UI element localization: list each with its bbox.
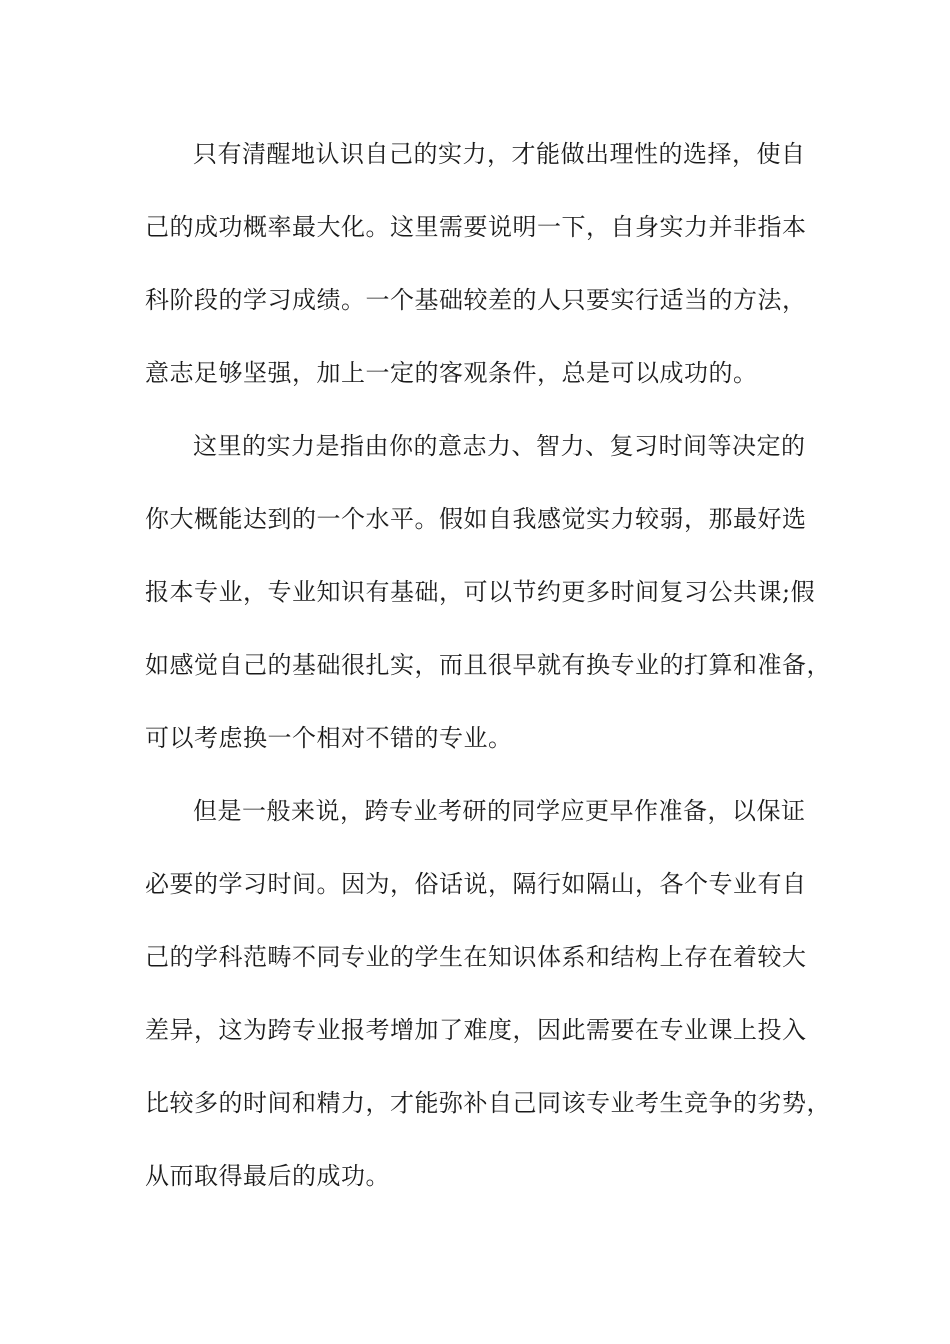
text-line: 己的成功概率最大化。这里需要说明一下，自身实力并非指本 — [145, 213, 807, 241]
text-line: 比较多的时间和精力，才能弥补自己同该专业考生竞争的劣势， — [145, 1089, 831, 1117]
text-line: 己的学科范畴不同专业的学生在知识体系和结构上存在着较大 — [145, 943, 807, 971]
paragraph-1 — [145, 118, 835, 410]
document-body — [145, 118, 835, 1213]
text-line: 这里的实力是指由你的意志力、智力、复习时间等决定的 — [193, 432, 806, 460]
text-line: 从而取得最后的成功。 — [145, 1162, 390, 1190]
text-line: 你大概能达到的一个水平。假如自我感觉实力较弱，那最好选 — [145, 505, 807, 533]
text-line: 必要的学习时间。因为，俗话说，隔行如隔山，各个专业有自 — [145, 870, 807, 898]
text-line: 如感觉自己的基础很扎实，而且很早就有换专业的打算和准备， — [145, 651, 831, 679]
paragraph-2 — [145, 410, 835, 775]
paragraph-3 — [145, 775, 835, 1213]
text-line: 差异，这为跨专业报考增加了难度，因此需要在专业课上投入 — [145, 1016, 807, 1044]
text-line: 科阶段的学习成绩。一个基础较差的人只要实行适当的方法， — [145, 286, 807, 314]
text-line: 只有清醒地认识自己的实力，才能做出理性的选择，使自 — [193, 140, 806, 168]
text-line: 报本专业，专业知识有基础，可以节约更多时间复习公共课;假 — [145, 578, 816, 606]
text-line: 但是一般来说，跨专业考研的同学应更早作准备，以保证 — [193, 797, 806, 825]
text-line: 可以考虑换一个相对不错的专业。 — [145, 724, 513, 752]
text-line: 意志足够坚强，加上一定的客观条件，总是可以成功的。 — [145, 359, 758, 387]
